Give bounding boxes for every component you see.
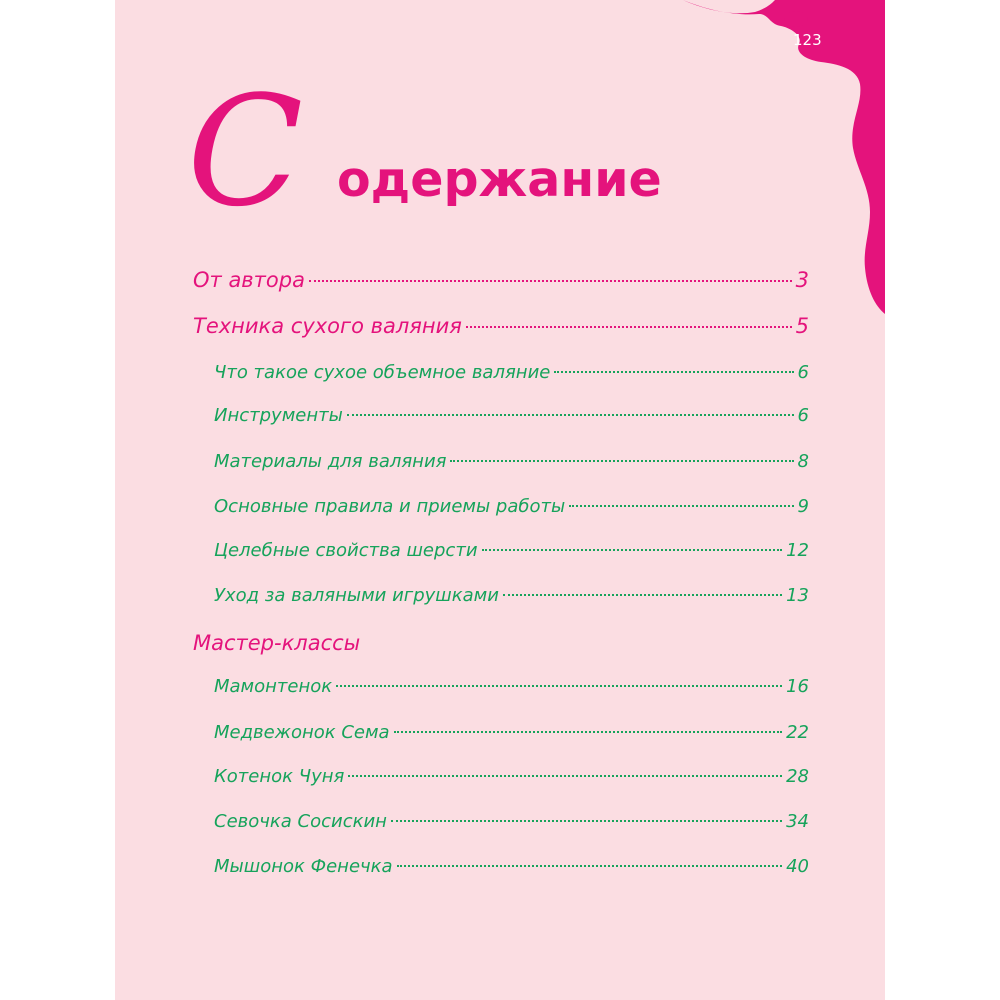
- toc-entry-page-number: 22: [786, 722, 809, 743]
- toc-section-entry[interactable]: [193, 268, 809, 300]
- toc-entry-title: Инструменты: [214, 405, 343, 426]
- toc-entry-page-number: 6: [797, 405, 809, 426]
- toc-entry-title: Уход за валяными игрушками: [214, 585, 499, 606]
- toc-entry-title: Основные правила и приемы работы: [214, 496, 566, 517]
- toc-subsection-entry[interactable]: [214, 451, 809, 483]
- table-of-contents: [115, 0, 885, 1000]
- toc-dot-leader: [482, 549, 783, 551]
- toc-dot-leader: [394, 731, 783, 733]
- toc-entry-page-number: 9: [797, 496, 809, 517]
- toc-dot-leader: [397, 865, 783, 867]
- toc-entry-title: Севочка Сосискин: [214, 811, 387, 832]
- toc-entry-title: Медвежонок Сема: [214, 722, 390, 743]
- toc-section-entry[interactable]: [193, 631, 809, 663]
- toc-dot-leader: [450, 460, 793, 462]
- toc-entry-page-number: 16: [786, 676, 809, 697]
- toc-dot-leader: [503, 594, 782, 596]
- page-number: 123: [793, 31, 822, 49]
- toc-subsection-entry[interactable]: [214, 722, 809, 754]
- toc-entry-page-number: 3: [795, 268, 809, 292]
- toc-dot-leader: [309, 280, 792, 282]
- toc-dot-leader: [347, 414, 794, 416]
- toc-entry-page-number: 12: [786, 540, 809, 561]
- toc-section-entry[interactable]: [193, 314, 809, 346]
- title-initial-letter: С: [187, 63, 304, 240]
- toc-entry-page-number: 40: [786, 856, 809, 877]
- toc-subsection-entry[interactable]: [214, 676, 809, 708]
- toc-dot-leader: [554, 371, 793, 373]
- toc-entry-page-number: 34: [786, 811, 809, 832]
- title-text: одержание: [337, 151, 662, 208]
- toc-entry-title: Техника сухого валяния: [193, 314, 462, 338]
- toc-entry-page-number: 6: [797, 362, 809, 383]
- toc-entry-page-number: 13: [786, 585, 809, 606]
- toc-dot-leader: [336, 685, 782, 687]
- toc-entry-title: Мастер-классы: [193, 631, 361, 655]
- toc-dot-leader: [569, 505, 793, 507]
- toc-subsection-entry[interactable]: [214, 496, 809, 528]
- toc-subsection-entry[interactable]: [214, 766, 809, 798]
- toc-subsection-entry[interactable]: [214, 811, 809, 843]
- toc-dot-leader: [391, 820, 782, 822]
- book-page: [115, 0, 885, 1000]
- toc-subsection-entry[interactable]: [214, 405, 809, 437]
- toc-entry-page-number: 28: [786, 766, 809, 787]
- toc-entry-page-number: 5: [795, 314, 809, 338]
- toc-entry-title: Материалы для валяния: [214, 451, 447, 472]
- toc-subsection-entry[interactable]: [214, 585, 809, 617]
- toc-dot-leader: [466, 326, 792, 328]
- toc-entry-title: Целебные свойства шерсти: [214, 540, 478, 561]
- toc-entry-title: Котенок Чуня: [214, 766, 345, 787]
- toc-subsection-entry[interactable]: [214, 362, 809, 394]
- toc-entry-title: От автора: [193, 268, 305, 292]
- toc-subsection-entry[interactable]: [214, 856, 809, 888]
- toc-entry-title: Что такое сухое объемное валяние: [214, 362, 551, 383]
- toc-dot-leader: [348, 775, 782, 777]
- toc-subsection-entry[interactable]: [214, 540, 809, 572]
- toc-entry-title: Мышонок Фенечка: [214, 856, 393, 877]
- toc-entry-title: Мамонтенок: [214, 676, 333, 697]
- toc-entry-page-number: 8: [797, 451, 809, 472]
